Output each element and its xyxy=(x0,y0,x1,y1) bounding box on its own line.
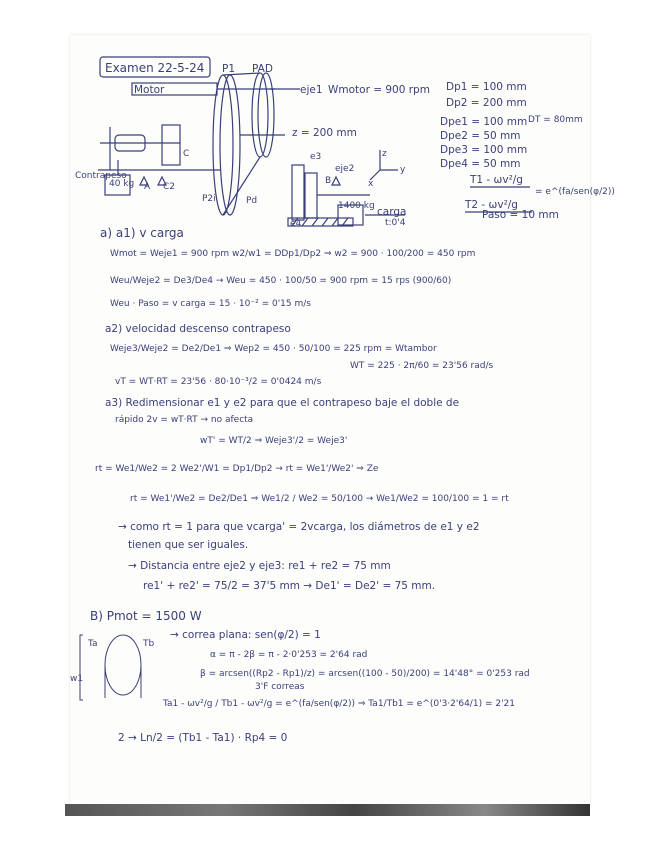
axis-x: x xyxy=(368,179,374,189)
label-eje2: eje2 xyxy=(335,164,355,174)
label-c: C xyxy=(183,149,190,159)
belt-paso: Paso = 10 mm xyxy=(482,209,559,221)
line-13: → como rt = 1 para que vcarga' = 2vcarga, los diámetros de e1 y e2 xyxy=(118,521,480,533)
gear-e4 xyxy=(305,173,317,218)
line-2: Weu/Weje2 = De3/De4 → Weu = 450 · 100/50 = 900 rpm = 15 rps (900/60) xyxy=(110,276,452,286)
scan-edge-strip xyxy=(65,804,590,816)
given-dt: DT = 80mm xyxy=(528,115,583,125)
line-7: vT = WT·RT = 23'56 · 80·10⁻³/2 = 0'0424 m/s xyxy=(115,377,322,387)
line-21: Ta1 - ωv²/g / Tb1 - ωv²/g = e^(fa/sen(φ/2)) ⇒ Ta1/Tb1 = e^(0'3·2'64/1) = 2'21 xyxy=(163,699,515,709)
label-wmotor: Wmotor = 900 rpm xyxy=(328,84,430,96)
given-dpe1: Dpe1 = 100 mm xyxy=(440,116,528,128)
label-p1: P1 xyxy=(222,63,236,75)
line-18: → correa plana: sen(φ/2) = 1 xyxy=(170,629,321,641)
label-pad: PAD xyxy=(252,63,273,75)
line-11: rt = We1/We2 = 2 We2'/W1 = Dp1/Dp2 → rt = We1'/We2' ⇒ Ze xyxy=(95,464,379,474)
label-e3: e3 xyxy=(310,152,322,162)
label-contrapeso: Contrapeso xyxy=(75,171,127,181)
label-weight-small: 40 kg xyxy=(109,179,135,189)
line-1: Wmot = Weje1 = 900 rpm w2/w1 = DDp1/Dp2 ⇒ w2 = 900 · 100/200 = 450 rpm xyxy=(110,249,476,259)
line-20: β = arcsen((Rp2 - Rp1)/z) = arcsen((100 - 50)/200) = 14'48° = 0'253 rad xyxy=(200,669,530,679)
label-z: z = 200 mm xyxy=(292,127,357,139)
margin-w1: w1 xyxy=(70,674,84,684)
line-9: rápido 2v = wT·RT → no afecta xyxy=(115,415,254,425)
label-c2: C2 xyxy=(163,182,176,192)
label-pd: Pd xyxy=(246,196,258,206)
margin-hint: 3'F correas xyxy=(255,682,305,692)
line-12: rt = We1'/We2 = De2/De1 ⇒ We1/2 / We2 = 50/100 → We1/We2 = 100/100 = 1 = rt xyxy=(130,494,509,504)
exam-title: Examen 22-5-24 xyxy=(105,61,205,75)
margin-tb: Tb xyxy=(143,639,155,649)
label-eje1: eje1 xyxy=(300,84,323,96)
line-5: Weje3/Weje2 = De2/De1 ⇒ Wep2 = 450 · 50/100 = 225 rpm = Wtambor xyxy=(110,344,437,354)
line-15: → Distancia entre eje2 y eje3: re1 + re2 = 75 mm xyxy=(128,560,391,572)
gear-e3 xyxy=(292,165,304,220)
margin-ta: Ta xyxy=(88,639,98,649)
given-dpe2: Dpe2 = 50 mm xyxy=(440,130,521,142)
line-a1: a) a1) v carga xyxy=(100,226,184,240)
belt-eq-bottom: T2 - ωv²/g xyxy=(465,199,518,211)
label-t04: t:0'4 xyxy=(385,218,406,228)
line-16: re1' + re2' = 75/2 = 37'5 mm → De1' = De2' = 75 mm. xyxy=(143,580,436,592)
label-b: B xyxy=(325,176,332,186)
label-a: A xyxy=(144,182,151,192)
line-a2: a2) velocidad descenso contrapeso xyxy=(105,323,291,335)
given-dp1: Dp1 = 100 mm xyxy=(446,81,527,93)
line-14: tienen que ser iguales. xyxy=(128,539,249,551)
line-3: Weu · Paso = v carga = 15 · 10⁻² = 0'15 m/s xyxy=(110,299,311,309)
label-p2: P2i xyxy=(202,194,216,204)
belt-eq-top: T1 - ωv²/g xyxy=(470,174,523,186)
label-carga: carga xyxy=(377,206,407,218)
belt-eq-rhs: = e^(fa/sen(φ/2)) xyxy=(535,187,615,197)
label-weight-box: 1400 kg xyxy=(338,201,375,211)
line-b: B) Pmot = 1500 W xyxy=(90,609,202,623)
axis-y: y xyxy=(400,165,406,175)
line-a3: a3) Redimensionar e1 y e2 para que el contrapeso baje el doble de xyxy=(105,397,460,409)
label-motor: Motor xyxy=(134,84,165,96)
given-dpe3: Dpe3 = 100 mm xyxy=(440,144,528,156)
line-6: WT = 225 · 2π/60 = 23'56 rad/s xyxy=(350,361,494,371)
line-10: wT' = WT/2 ⇒ Weje3'/2 = Weje3' xyxy=(200,436,348,446)
given-dpe4: Dpe4 = 50 mm xyxy=(440,158,521,170)
given-dp2: Dp2 = 200 mm xyxy=(446,97,527,109)
axis-z: z xyxy=(382,149,387,159)
line-22: 2 → Ln/2 = (Tb1 - Ta1) · Rp4 = 0 xyxy=(118,732,288,744)
gear-c xyxy=(162,125,180,165)
label-e4: e4 xyxy=(290,219,302,229)
line-19: α = π - 2β = π - 2·0'253 = 2'64 rad xyxy=(210,650,368,660)
